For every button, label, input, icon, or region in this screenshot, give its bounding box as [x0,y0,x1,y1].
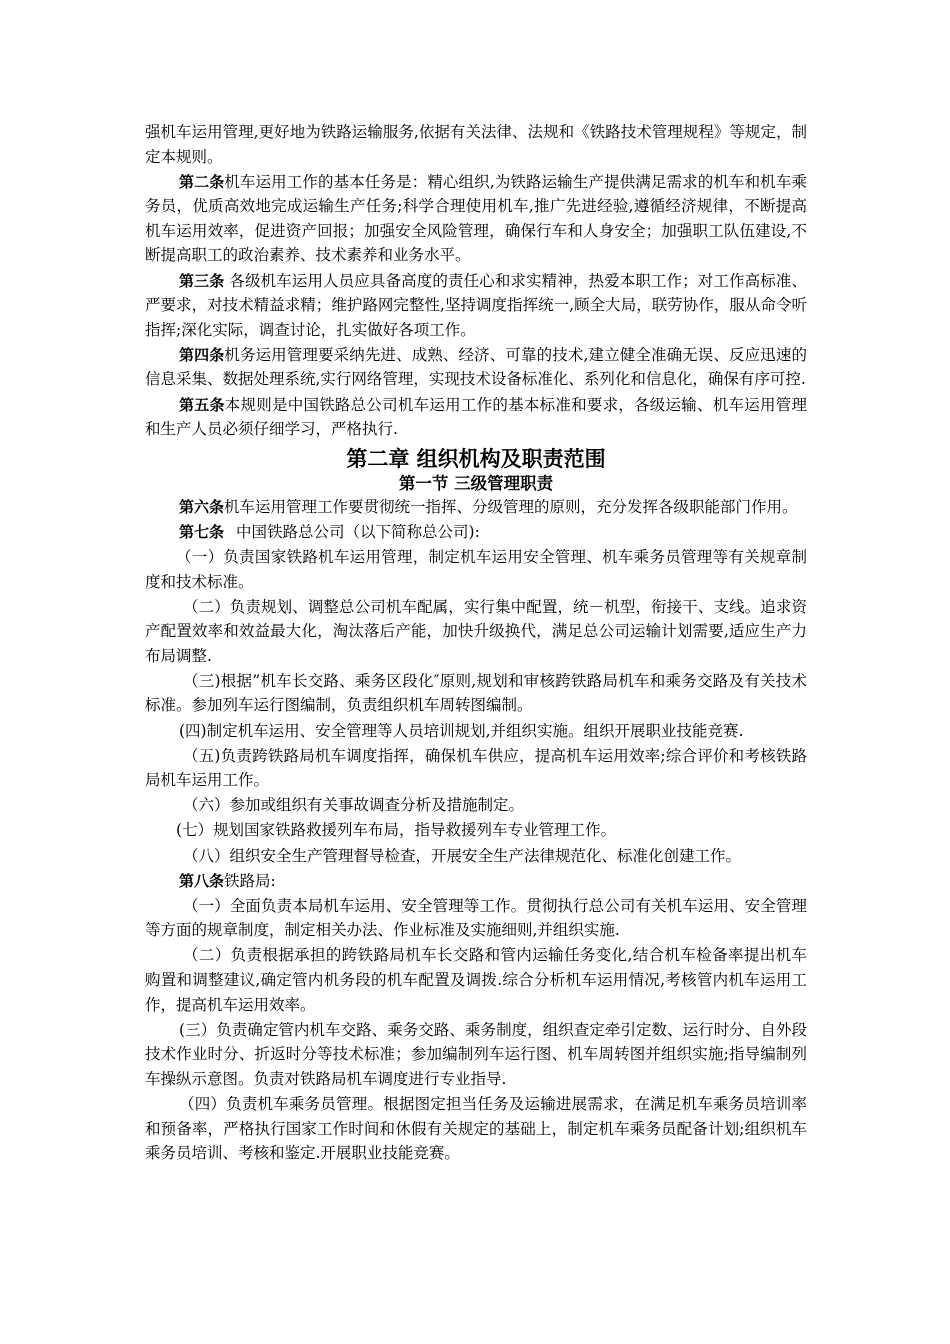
article-7-item: （八）组织安全生产管理督导检查，开展安全生产法律规范化、标准化创建工作。 [183,846,742,865]
article-7-item: （六）参加或组织有关事故调查分析及措施制定。 [183,796,525,815]
article-5 [145,393,807,442]
article-2 [145,170,807,268]
article-text: 各级机车运用人员应具备高度的责任心和求实精神，热爱本职工作；对工作高标准、严要求，对技术精益求精；维护路网完整性,坚持调度指挥统一,顾全大局，联劳协作，服从命令听指挥;深化实际，调查讨论，扎实做好各项工作。 [145,271,807,339]
article-7-item: （一）负责国家铁路机车运用管理，制定机车运用安全管理、机车乘务员管理等有关规章制度和技术标准。 [145,547,807,591]
article-8-item: （四）负责机车乘务员管理。根据图定担当任务及运输进展需求，在满足机车乘务员培训率和预备率，严格执行国家工作时间和休假有关规定的基础上，制定机车乘务员配备计划;组织机车乘务员培训、考核和鉴定.开展职业技能竞赛。 [145,1094,807,1163]
intro-continuation: 强机车运用管理,更好地为铁路运输服务,依据有关法律、法规和《铁路技术管理规程》等规定，制定本规则。 [145,123,807,166]
article-7-item: （五)负责跨铁路局机车调度指挥，确保机车供应，提高机车运用效率;综合评价和考核铁路局机车运用工作。 [145,746,807,790]
article-6 [145,495,807,520]
article-8-item: （二）负责根据承担的跨铁路局机车长交路和管内运输任务变化,结合机车检备率提出机车购置和调整建议,确定管内机务段的机车配置及调拨.综合分析机车运用情况,考核管内机车运用工作，提高机车运用效率。 [145,946,807,1014]
article-text: 铁路局: [224,871,276,890]
article-number: 第八条 [179,871,225,890]
article-7 [145,520,807,545]
article-text: 机车运用管理工作要贯彻统一指挥、分级管理的原则，充分发挥各级职能部门作用。 [224,497,798,516]
article-7-item: （三)根据”机车长交路、乘务区段化″原则,规划和审核跨铁路局机车和乘务交路及有关技术标准。参加列车运行图编制，负责组织机车周转图编制。 [145,671,807,715]
article-number: 第三条 [179,271,225,290]
article-number: 第二条 [179,172,225,191]
chapter-title: 第二章 组织机构及职责范围 [346,446,606,471]
article-text: 中国铁路总公司（以下简称总公司): [236,522,480,541]
article-7-item: (七）规划国家铁路救援列车布局，指导救援列车专业管理工作。 [176,821,617,840]
article-text: 本规则是中国铁路总公司机车运用工作的基本标准和要求，各级运输、机车运用管理和生产人员必须仔细学习，严格执行. [145,395,807,439]
article-8-item: (三）负责确定管内机车交路、乘务交路、乘务制度，组织查定牵引定数、运行时分、自外段技术作业时分、折返时分等技术标准；参加编制列车运行图、机车周转图并组织实施;指导编制列车操纵示意图。负责对铁路局机车调度进行专业指导. [145,1020,807,1088]
article-7-item: (四)制定机车运用、安全管理等人员培训规划,并组织实施。组织开展职业技能竞赛. [179,721,744,740]
article-text: 机车运用工作的基本任务是：精心组织,为铁路运输生产提供满足需求的机车和机车乘务员，优质高效地完成运输生产任务;科学合理使用机车,推广先进经验,遵循经济规律，不断提高机车运用效率，促进资产回报；加强安全风险管理，确保行车和人身安全；加强职工队伍建设,不断提高职工的政治素养、技术素养和业务水平。 [145,172,807,265]
section-title: 第一节 三级管理职责 [398,473,554,493]
article-number: 第四条 [179,345,225,364]
article-number: 第七条 [179,522,225,541]
article-8-item: （一）全面负责本局机车运用、安全管理等工作。贯彻执行总公司有关机车运用、安全管理等方面的规章制度，制定相关办法、作业标准及实施细则,并组织实施. [145,896,807,940]
article-number: 第六条 [179,497,225,516]
article-7-item: （二）负责规划、调整总公司机车配属，实行集中配置，统－机型，衔接干、支线。追求资产配置效率和效益最大化，淘汰落后产能，加快升级换代，满足总公司运输计划需要,适应生产力布局调整. [145,597,807,665]
article-number: 第五条 [179,395,225,414]
article-8 [145,869,807,894]
article-4 [145,343,807,392]
article-3 [145,269,807,343]
article-text: 机务运用管理要采纳先进、成熟、经济、可靠的技术,建立健全准确无误、反应迅速的信息采集、数据处理系统,实行网络管理，实现技术设备标准化、系列化和信息化，确保有序可控. [145,345,807,389]
document-body [145,120,807,1166]
